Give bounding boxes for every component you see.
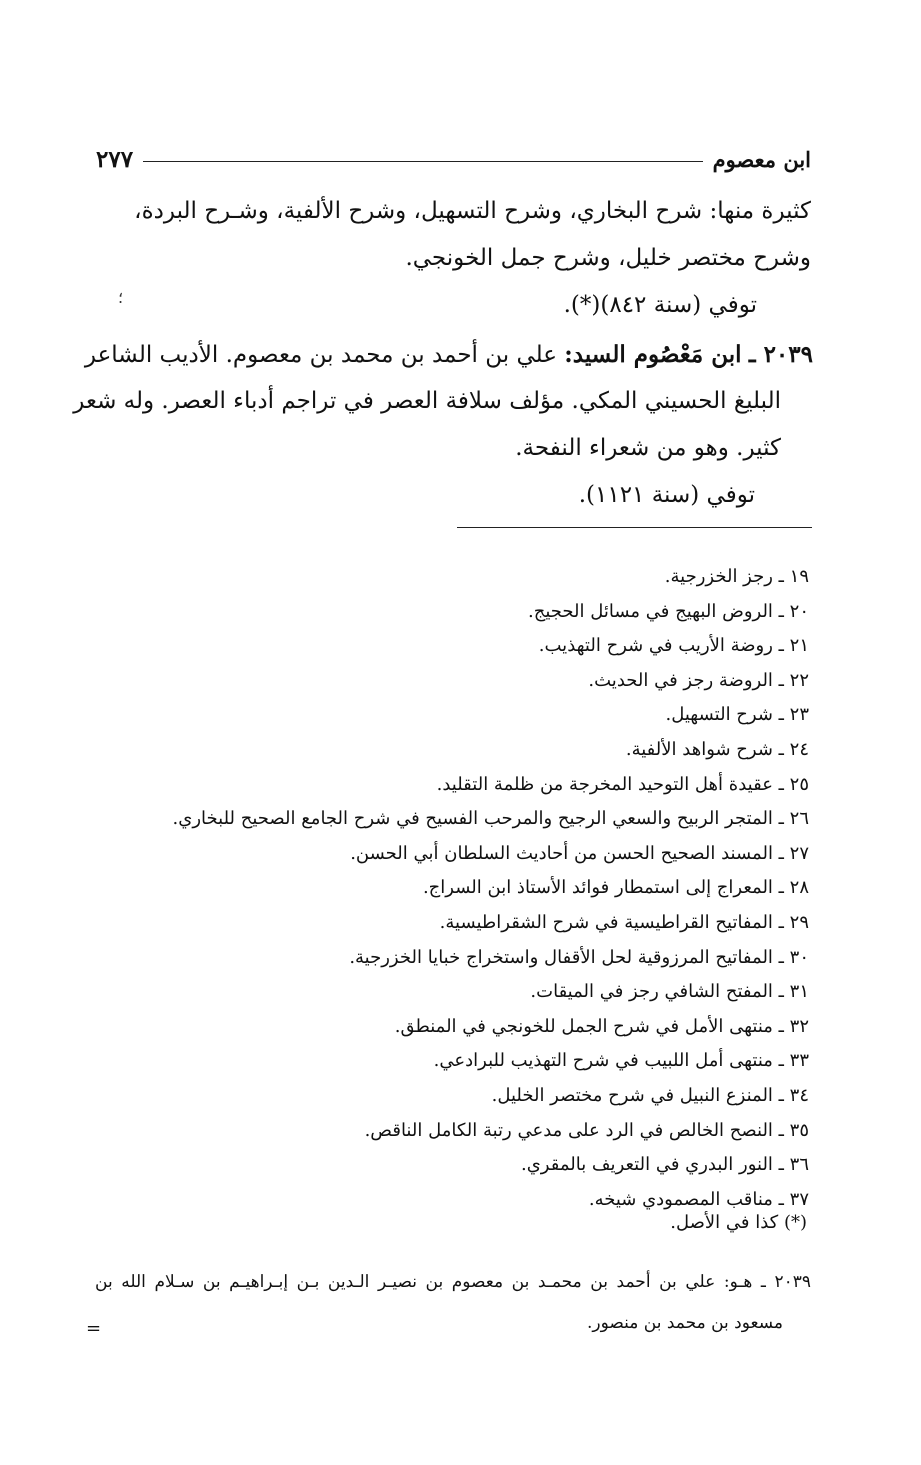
list-item: ٢٩ ـ المفاتيح القراطيسية في شرح الشقراطيسية.: [439, 911, 809, 933]
margin-mark: ؛: [118, 288, 124, 307]
list-item: ٣٣ ـ منتهى أمل اللبيب في شرح التهذيب للبرادعي.: [433, 1050, 809, 1072]
death-date-line: توفي (سنة ٨٤٢)(*).: [563, 292, 757, 318]
list-item: ٢٨ ـ المعراج إلى استمطار فوائد الأستاذ ابن السراج.: [422, 877, 809, 899]
list-item: ٣٥ ـ النصح الخالص في الرد على مدعي رتبة الكامل الناقص.: [364, 1119, 809, 1141]
footnote-separator: [457, 527, 812, 528]
list-item: ٣١ ـ المفتح الشافي رجز في الميقات.: [530, 981, 809, 1003]
list-item: ٣٦ ـ النور البدري في التعريف بالمقري.: [520, 1154, 809, 1176]
list-item: ٢٢ ـ الروضة رجز في الحديث.: [588, 669, 809, 691]
running-header: [96, 142, 811, 176]
list-item: ٢٤ ـ شرح شواهد الألفية.: [625, 738, 809, 760]
header-rule: [143, 161, 703, 162]
list-item: ٢٣ ـ شرح التسهيل.: [665, 704, 809, 726]
list-item: ٢٠ ـ الروض البهيج في مسائل الحجيج.: [527, 600, 809, 622]
entry-name: ابن مَعْصُوم السيد:: [564, 341, 742, 368]
continuation-mark: =: [86, 1318, 102, 1339]
entry-heading-line: [73, 331, 813, 378]
footnote-asterisk-note: (*) كذا في الأصل.: [670, 1212, 807, 1233]
continuation-paragraph: [134, 188, 811, 329]
running-title: ابن معصوم: [712, 146, 811, 172]
text-line: كثير. وهو من شعراء النفحة.: [515, 435, 781, 461]
text-line: مسعود بن محمد بن منصور.: [587, 1313, 783, 1333]
list-item: ٢١ ـ روضة الأريب في شرح التهذيب.: [538, 635, 809, 657]
entry-2039: [73, 331, 813, 519]
list-item: ٢٧ ـ المسند الصحيح الحسن من أحاديث السلطان أبي الحسن.: [350, 842, 809, 864]
death-date-line: توفي (سنة ١١٢١).: [578, 482, 755, 508]
list-item: ٣٢ ـ منتهى الأمل في شرح الجمل للخونجي في المنطق.: [394, 1015, 809, 1037]
list-item: ١٩ ـ رجز الخزرجية.: [664, 566, 809, 587]
entry-number: ٢٠٣٩ ـ: [748, 341, 813, 368]
text-line: ٢٠٣٩ ـ هـو: علي بن أحمد بن محمـد بن معصوم بن نصيـر الـدين بـن إبـراهيـم بن سـلام الله بن: [95, 1272, 811, 1292]
entry-text: علي بن أحمد بن محمد بن معصوم. الأديب الشاعر: [84, 342, 565, 368]
list-item: ٣٧ ـ مناقب المصمودي شيخه.: [588, 1188, 809, 1210]
footnote-works-list: [173, 560, 809, 1217]
page-number: ٢٧٧: [96, 145, 134, 173]
text-line: كثيرة منها: شرح البخاري، وشرح التسهيل، وشرح الألفية، وشـرح البردة،: [134, 198, 811, 224]
list-item: ٢٦ ـ المتجر الربيح والسعي الرجيح والمرحب الفسيح في شرح الجامع الصحيح للبخاري.: [172, 808, 809, 830]
list-item: ٣٤ ـ المنزع النبيل في شرح مختصر الخليل.: [491, 1084, 809, 1106]
text-line: البليغ الحسيني المكي. مؤلف سلافة العصر في تراجم أدباء العصر. وله شعر: [73, 388, 781, 414]
list-item: ٣٠ ـ المفاتيح المرزوقية لحل الأقفال واستخراج خبايا الخزرجية.: [349, 946, 809, 968]
biography-footnote: [95, 1262, 811, 1344]
text-line: وشرح مختصر خليل، وشرح جمل الخونجي.: [405, 245, 811, 271]
list-item: ٢٥ ـ عقيدة أهل التوحيد المخرجة من ظلمة التقليد.: [436, 773, 809, 795]
